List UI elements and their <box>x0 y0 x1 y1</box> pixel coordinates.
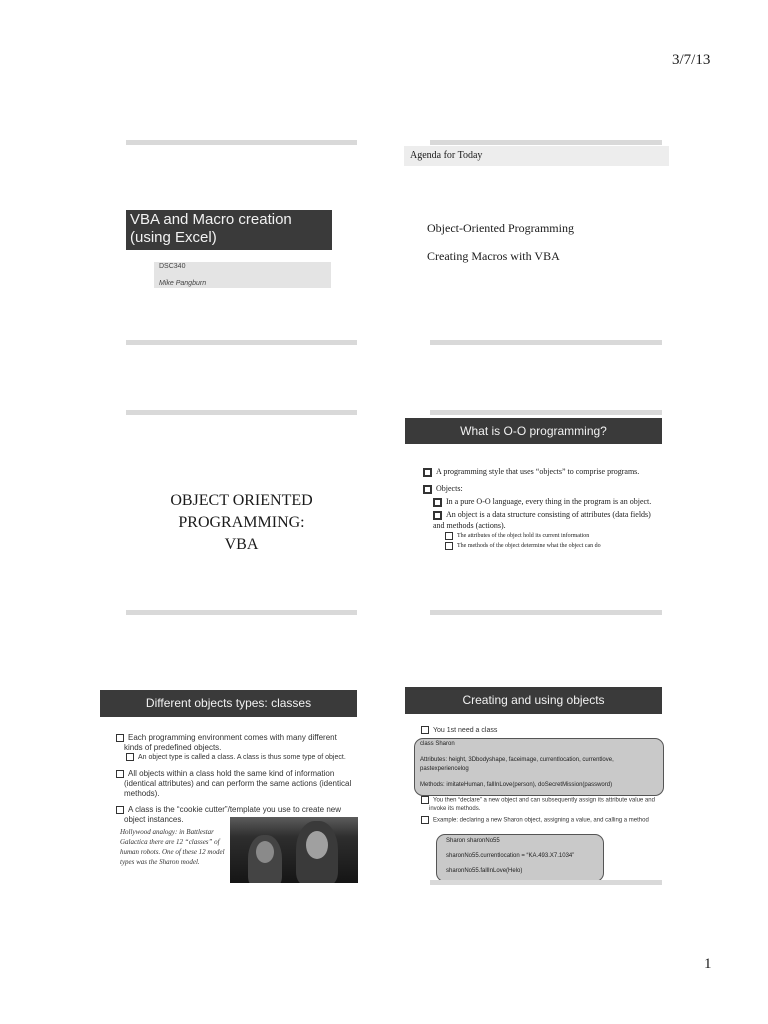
slide2-header: Agenda for Today <box>404 146 669 166</box>
slide6-bullet-1: You 1st need a class <box>421 726 497 736</box>
code-example-box <box>436 834 604 882</box>
slide5-bullet-3: A class is the “cookie cutter”/template you use to create new object instances. <box>116 805 356 825</box>
slide2-agenda-item-2: Creating Macros with VBA <box>427 249 560 263</box>
slide5-analogy: Hollywood analogy: in Battlestar Galactica there are 12 “classes” of human robots. One of these 12 model types was the Sharon model. <box>120 828 225 866</box>
slide4-bullet-2: Objects: <box>423 483 661 494</box>
slide6-bullet-2: You then “declare” a new object and can subsequently assign its attribute value and invoke its methods. <box>421 796 669 813</box>
class-definition-box <box>414 738 664 796</box>
slide1-subtitle-box <box>154 262 331 288</box>
square-bullet-icon <box>445 532 453 540</box>
class-attributes: Attributes: height, 3Dbodyshape, faceimage, currentlocation, currentlove, pastexperiencelog <box>420 757 614 772</box>
slide4-bullet-2-2-1: The attributes of the object hold its current information <box>445 531 661 541</box>
slide5-bullet-1-1: An object type is called a class. A class is thus some type of object. <box>126 753 356 763</box>
square-bullet-icon <box>421 726 429 734</box>
square-bullet-icon <box>116 770 124 778</box>
slide2-agenda-item-1: Object-Oriented Programming <box>427 221 574 235</box>
slide3-title-line: VBA <box>224 536 259 553</box>
square-bullet-icon <box>433 511 442 520</box>
page-number: 1 <box>704 956 712 972</box>
slide4-bullet-1: A programming style that uses “objects” to comprise programs. <box>423 466 661 477</box>
class-line: class Sharon <box>420 741 455 747</box>
square-bullet-icon <box>126 753 134 761</box>
code-line: sharonNo55.fallInLove(Helo) <box>446 868 523 874</box>
slide3-title-line: OBJECT ORIENTED <box>170 492 313 509</box>
slide4-header: What is O-O programming? <box>405 418 662 444</box>
slide1-course: DSC340 <box>159 263 186 270</box>
slide5-bullet-2: All objects within a class hold the same kind of information (identical attributes) and can perform the same actions (identical methods). <box>116 769 356 799</box>
square-bullet-icon <box>423 485 432 494</box>
slide3-top-bar <box>126 410 357 415</box>
slide4-bullet-2-2: An object is a data structure consisting of attributes (data fields) and methods (actions). <box>433 510 651 530</box>
square-bullet-icon <box>445 542 453 550</box>
slide1-bottom-bar <box>126 340 357 345</box>
square-bullet-icon <box>433 498 442 507</box>
code-line: Sharon sharonNo55 <box>446 838 500 844</box>
battlestar-photo <box>230 817 358 883</box>
class-methods: Methods: imitateHuman, fallInLove(person), doSecretMission(password) <box>420 782 613 788</box>
slide6-header: Creating and using objects <box>405 687 662 714</box>
slide1-author: Mike Pangburn <box>159 280 207 287</box>
slide4-bottom-bar <box>430 610 662 615</box>
square-bullet-icon <box>423 468 432 477</box>
slide2-bottom-bar <box>430 340 662 345</box>
square-bullet-icon <box>116 734 124 742</box>
slide3-bottom-bar <box>126 610 357 615</box>
page-date: 3/7/13 <box>672 52 711 68</box>
slide1-top-bar <box>126 140 357 145</box>
slide4-bullets <box>423 466 661 551</box>
slide6-bottom-bar <box>430 880 662 885</box>
slide6-bullet-3: Example: declaring a new Sharon object, assigning a value, and calling a method <box>421 816 669 825</box>
slide4-bullet-2-2-2: The methods of the object determine what the object can do <box>445 541 661 551</box>
slide4-bullet-2-1: In a pure O-O language, every thing in the program is an object. <box>433 496 661 507</box>
slide3-title <box>126 490 357 556</box>
square-bullet-icon <box>421 796 429 804</box>
slide5-bullets <box>116 733 356 825</box>
slide2-top-bar <box>430 140 662 145</box>
square-bullet-icon <box>116 806 124 814</box>
slide1-title: VBA and Macro creation (using Excel) <box>126 210 332 250</box>
square-bullet-icon <box>421 816 429 824</box>
code-line: sharonNo55.currentlocation = “KA.493.X7.1034” <box>446 853 575 859</box>
slide4-top-bar <box>430 410 662 415</box>
slide3-title-line: PROGRAMMING: <box>178 514 305 531</box>
slide5-bullet-1: Each programming environment comes with many different kinds of predefined objects. <box>116 733 356 753</box>
slide5-header: Different objects types: classes <box>100 690 357 717</box>
